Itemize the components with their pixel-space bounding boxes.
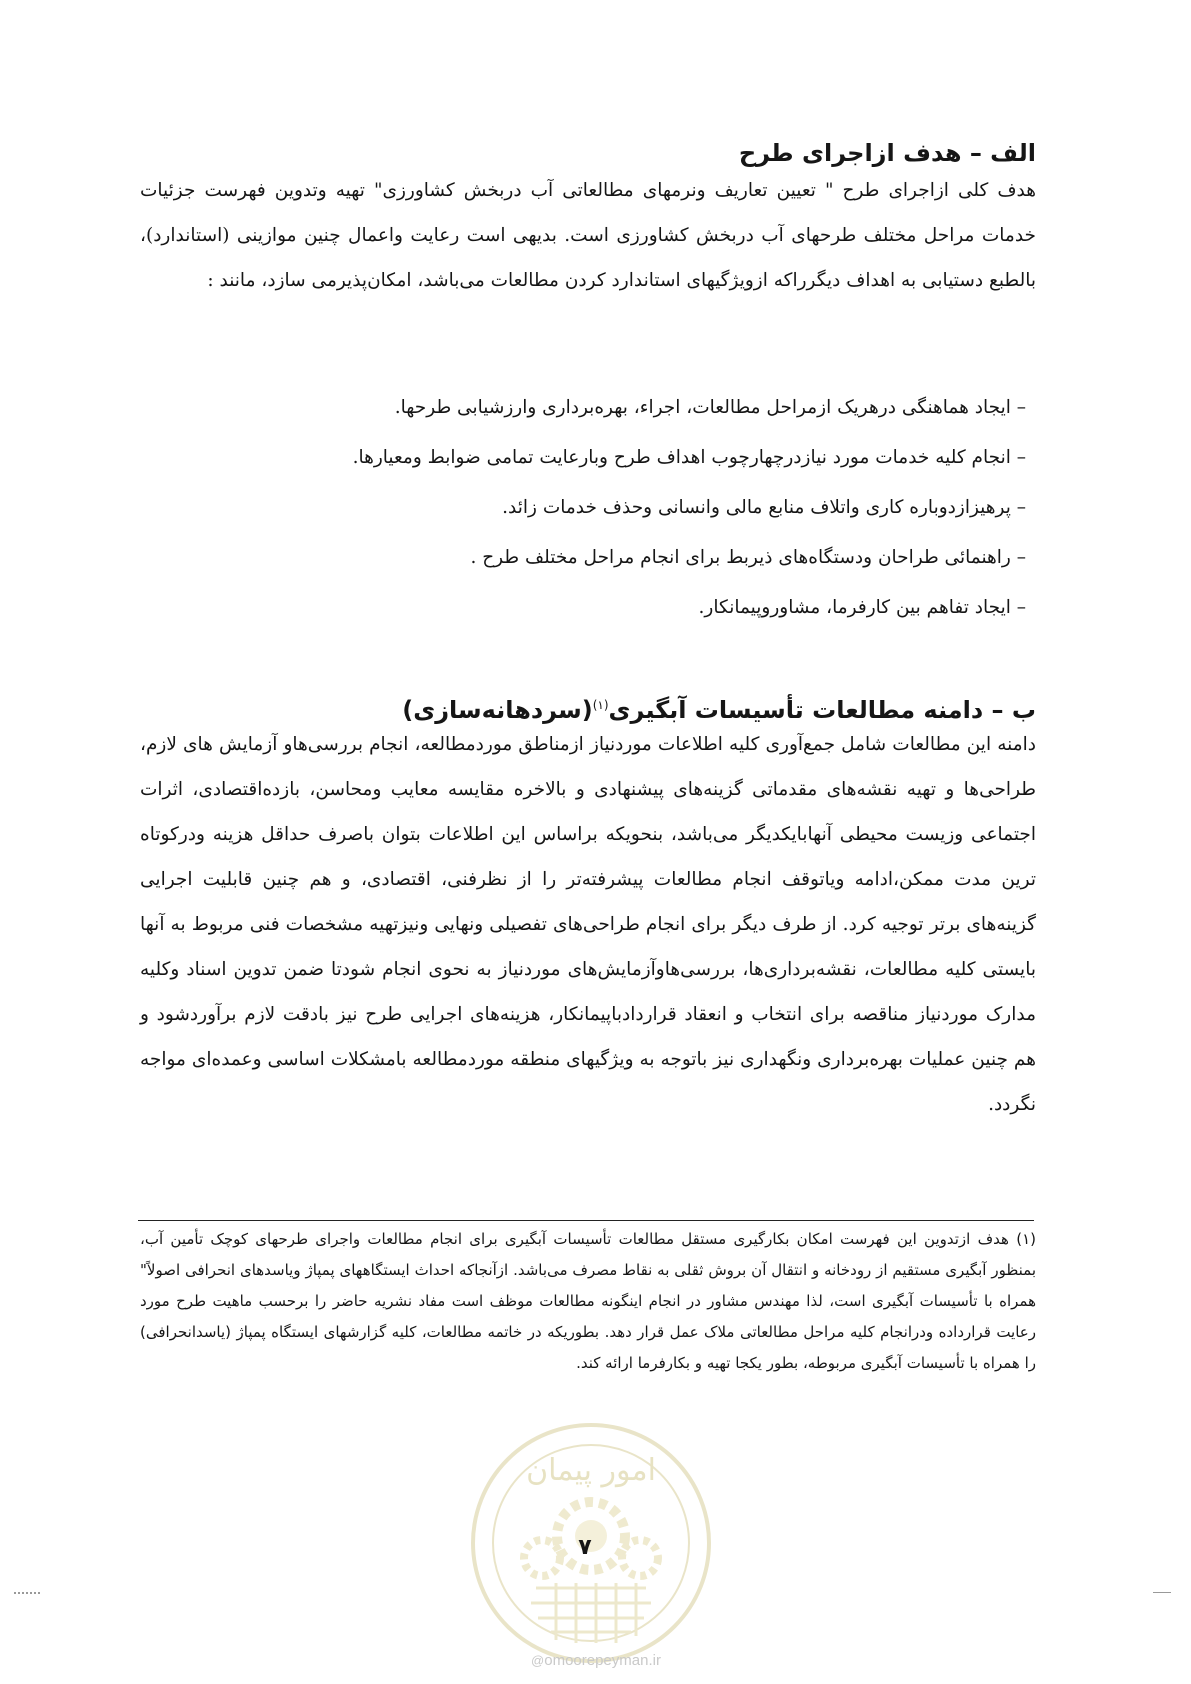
seal-text: امور پیمان: [526, 1453, 656, 1488]
section-a-bullet-list: [140, 383, 1036, 633]
section-b-paragraph: دامنه این مطالعات شامل جمع‌آوری کلیه اطلاعات موردنیاز ازمناطق موردمطالعه، انجام بررسی‌هاو آزمایش های لازم، طراحی‌ها و تهیه نقشه‌های مقدماتی گزینه‌های پیشنهادی و بالاخره مقایسه معایب ومحاسن، بازده‌اقتصادی، اثرات اجتماعی وزیست محیطی آنهابایکدیگر می‌باشد، بنحویکه براساس این اطلاعات بتوان باصرف حداقل هزینه ودرکوتاه ترین مدت ممکن،ادامه ویاتوقف انجام مطالعات پیشرفته‌تر را از نظرفنی، اقتصادی، و هم چنین قابلیت اجرایی گزینه‌های برتر توجیه کرد. از طرف دیگر برای انجام طراحی‌های تفصیلی ونهایی ونیزتهیه مشخصات فنی مربوط به آنها بایستی کلیه مطالعات، نقشه‌برداری‌ها، بررسی‌هاوآزمایش‌های موردنیاز به نحوی انجام شودتا ضمن تدوین اسناد وکلیه مدارک موردنیاز مناقصه برای انتخاب و انعقاد قراردادباپیمانکار، هزینه‌های اجرایی طرح نیز بادقت لازم برآوردشود و هم چنین عملیات بهره‌برداری ونگهداری نیز باتوجه به ویژگیهای منطقه موردمطالعه بامشکلات اساسی وعمده‌ای مواجه نگردد.: [140, 734, 1036, 1115]
section-a-heading: الف – هدف ازاجرای طرح: [738, 139, 1036, 167]
footnote-reference[interactable]: (۱): [592, 698, 609, 712]
section-b-heading-tail: (سردهانه‌سازی): [402, 696, 593, 724]
footnote-divider: [138, 1220, 1034, 1221]
page-number: ۷: [578, 1535, 592, 1560]
bullet-item: – انجام کلیه خدمات مورد نیازدرچهارچوب اهداف طرح وبارعایت تمامی ضوابط ومعیارها.: [352, 447, 1026, 468]
bullet-item: – پرهیزازدوباره کاری واتلاف منابع مالی وانسانی وحذف خدمات زائد.: [502, 497, 1026, 518]
bullet-item: – ایجاد تفاهم بین کارفرما، مشاوروپیمانکار.: [698, 597, 1026, 618]
at-icon: @: [531, 1653, 545, 1668]
section-b-heading-main: ب – دامنه مطالعات تأسیسات آبگیری: [608, 696, 1036, 724]
scan-mark-right: [1153, 1592, 1171, 1593]
watermark-url: [496, 1652, 696, 1669]
section-a-paragraph: هدف کلی ازاجرای طرح " تعیین تعاریف ونرمهای مطالعاتی آب دربخش کشاورزی" تهیه وتدوین فهرست جزئیات خدمات مراحل مختلف طرحهای آب دربخش کشاورزی است. بدیهی است رعایت واعمال چنین موازینی (استاندارد)، بالطبع دستیابی به اهداف دیگرراکه ازویژگیهای استاندارد کردن مطالعات می‌باشد، امکان‌پذیرمی سازد، مانند :: [140, 180, 1036, 291]
scan-mark-left: [14, 1592, 40, 1596]
watermark-url-text: omoorepeyman.ir: [544, 1652, 661, 1669]
bullet-item: – راهنمائی طراحان ودستگاه‌های ذیربط برای انجام مراحل مختلف طرح .: [470, 547, 1026, 568]
footnote-text: (۱) هدف ازتدوین این فهرست امکان بکارگیری مستقل مطالعات تأسیسات آبگیری برای انجام مطالعات واجرای طرحهای کوچک تأمین آب، بمنظور آبگیری مستقیم از رودخانه و انتقال آن بروش ثقلی به نقاط مصرف می‌باشد. ازآنجاکه احداث ایستگاههای پمپاژ ویاسدهای انحرافی اصولاً" همراه با تأسیسات آبگیری است، لذا مهندس مشاور در انجام اینگونه مطالعات موظف است مفاد نشریه حاضر را برحسب ماهیت طرح مورد رعایت قرارداده ودرانجام کلیه مراحل مطالعاتی ملاک عمل قرار دهد. بطوریکه در خاتمه مطالعات، کلیه گزارشهای ایستگاه پمپاژ (یاسدانحرافی) را همراه با تأسیسات آبگیری مربوطه، بطور یکجا تهیه و بکارفرما ارائه کند.: [140, 1230, 1036, 1372]
bullet-item: – ایجاد هماهنگی درهریک ازمراحل مطالعات، اجراء، بهره‌برداری وارزشیابی طرحها.: [394, 397, 1026, 418]
